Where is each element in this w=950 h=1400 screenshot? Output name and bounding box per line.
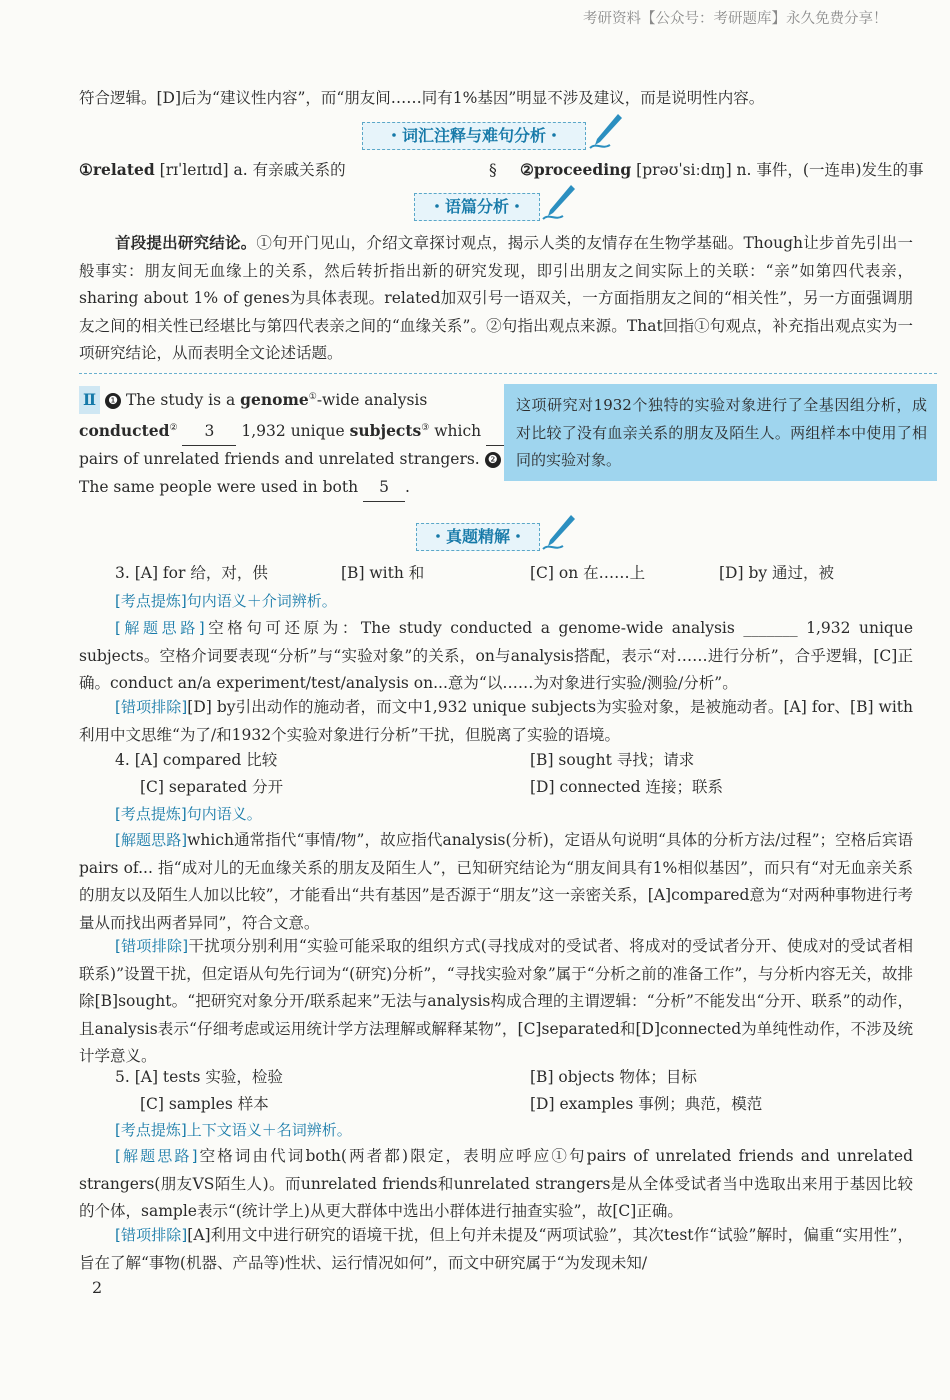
q5-option-a: 5. [A] tests 实验，检验 [115,1068,283,1086]
q3-option-c: [C] on 在……上 [530,564,646,582]
vocab-word: ②proceeding [520,160,632,179]
translation-box: 这项研究对1932个独特的实验对象进行了全基因组分析，成对比较了没有血亲关系的朋友及陌生人。两组样本中使用了相同的实验对象。 [504,384,937,481]
excerpt-text: 1,932 unique [236,421,350,440]
watermark: 考研资料【公众号：考研题库】永久免费分享！ [583,11,888,27]
silu-text: 空格句可还原为：The study conducted a genome-wide analysis _______ 1,932 unique subjects。空格介词要表现“分析”与“实验对象”的关系，on与analysis搭配，表示“对……进行分析”，合乎逻辑，[C]正确。conduct an/a experiment/test/analysis on...意为“以……为对象进行实验/测验/分析”。 [79,619,913,692]
excerpt-text: -wide analysis [316,391,428,410]
section-header-passage [0,191,950,221]
keyword: subjects [349,420,422,440]
section-title: ・语篇分析・ [414,193,540,221]
silu-text: which通常指代“事情/物”，故应指代analysis(分析)，定语从句说明“具体的分析方法/过程”；空格后宾语pairs of... 指“成对儿的无血缘关系的朋友及陌生人”，已知研究结论为“朋友间具有1%相似基因”，而只有“对无血亲关系的朋友以及陌生人加以比较”，才能看出“共有基因”是否源于“朋友”这一亲密关系，[A]compared意为“对两种事物进行考量从而找出两者异同”，符合文意。 [79,831,913,932]
excerpt-text: The study is a [121,391,241,410]
q5-option-b: [B] objects 物体；目标 [530,1068,697,1086]
q5-option-c: [C] samples 样本 [140,1095,269,1113]
section-header-answers [0,521,950,551]
paichu-text: [D] by引出动作的施动者，而文中1,932 unique subjects为实验对象，是被施动者。[A] for、[B] with利用中文思维“为了/和1932个实验对象进行分析”干扰，但脱离了实验的语境。 [79,698,913,744]
divider [79,373,937,374]
q4-option-d: [D] connected 连接；联系 [530,778,724,796]
label: [解题思路] [115,619,205,637]
blank-3: 3 [182,418,236,447]
passage-analysis [79,229,913,368]
pen-icon [541,183,577,223]
label: [解题思路] [115,1147,198,1165]
roman-numeral: Ⅱ [79,386,100,414]
label: [考点提炼] [115,592,187,610]
q4-option-c: [C] separated 分开 [140,778,284,796]
sentence-marker: ❷ [485,452,501,468]
q3-option-b: [B] with 和 [341,564,425,582]
q5-paichu [79,1222,913,1277]
pen-icon [588,112,624,152]
footnote-mark: ① [308,392,317,402]
vocab-divider: § [489,161,497,179]
kaodian-text: 句内语义＋介词辨析。 [186,592,337,610]
keyword: genome [240,390,309,410]
label: [考点提炼] [115,805,187,823]
q5-kaodian [115,1118,352,1142]
label: [解题思路] [115,831,188,849]
vocab-definition: [rɪˈleɪtɪd] a. 有亲戚关系的 [154,161,346,179]
vocab-item-related [79,158,346,182]
label: [错项排除] [115,1226,188,1244]
keyword: conducted [79,420,170,440]
pen-icon [541,513,577,553]
q5-option-d: [D] examples 事例；典范，模范 [530,1095,763,1113]
intro-line: 符合逻辑。[D]后为“建议性内容”，而“朋友间……同有1%基因”明显不涉及建议，而是说明性内容。 [79,89,765,107]
footnote-mark: ② [169,422,178,433]
label: [错项排除] [115,937,189,955]
vocab-definition: [prəʊˈsiːdɪŋ] n. 事件，(一连串)发生的事 [631,161,924,179]
vocab-item-proceeding [520,158,924,182]
q4-option-b: [B] sought 寻找；请求 [530,751,695,769]
page-number: 2 [92,1278,103,1297]
paichu-text: 干扰项分别利用“实验可能采取的组织方式(寻找成对的受试者、将成对的受试者分开、使成对的受试者相联系)”设置干扰，但定语从句先行词为“(研究)分析”，“寻找实验对象”属于“分析之前的准备工作”，与分析内容无关，故排除[B]sought。“把研究对象分开/联系起来”无法与analysis构成合理的主谓逻辑：“分析”不能发出“分开、联系”的动作，且analysis表示“仔细考虑或运用统计学方法理解或解释某物”，[C]separated和[D]connected为单纯性动作，不涉及统计学意义。 [79,937,913,1065]
q4-silu [79,827,913,937]
silu-text: 空格词由代词both(两者都)限定，表明应呼应①句pairs of unrelated friends and unrelated strangers(朋友VS陌生人)。而unrelated friends和unrelated strangers是从全体受试者当中选取出来用于基因比较的个体，sample表示“(统计学上)从更大群体中选出小群体进行抽查实验”，故[C]正确。 [79,1147,913,1220]
passage-lead: 首段提出研究结论。 [115,233,257,252]
paichu-text: [A]利用文中进行研究的语境干扰，但上句并未提及“两项试验”，其次test作“试验”解时，偏重“实用性”，旨在了解“事物(机器、产品等)性状、运行情况如何”，而文中研究属于“为发现未知/ [79,1226,913,1272]
q3-paichu [79,694,913,749]
passage-text: ①句开门见山，介绍文章探讨观点，揭示人类的友情存在生物学基础。Though让步首先引出一般事实：朋友间无血缘上的关系，然后转折指出新的研究发现，即引出朋友之间实际上的关联：“亲”如第四代表亲，sharing about 1% of genes为具体表现。related加双引号一语双关，一方面指朋友之间的“相关性”，另一方面强调朋友之间的相关性已经堪比与第四代表亲之间的“血缘关系”。②句指出观点来源。That回指①句观点，补充指出观点实为一项研究结论，从而表明全文论述话题。 [79,234,913,362]
kaodian-text: 上下文语义＋名词辨析。 [186,1121,352,1139]
section-title: ・词汇注释与难句分析・ [362,122,586,150]
q3-option-d: [D] by 通过，被 [719,564,835,582]
section-header-vocab [0,120,950,150]
label: [考点提炼] [115,1121,187,1139]
vocab-word: ①related [79,160,155,179]
excerpt-text: pairs of unrelated friends and unrelated strangers. [79,450,480,469]
blank-5: 5 [363,474,405,503]
section-title: ・真题精解・ [416,523,540,551]
q4-paichu [79,933,913,1071]
excerpt-block: Ⅱ ❶ The study is a genome①-wide analysis conducted② 3 1,932 unique subjects③ which pairs of unrelated friends and unrelated strangers. ❷ The same people were used in both 5 . [79,384,489,502]
kaodian-text: 句内语义。 [186,805,262,823]
q3-option-a: 3. [A] for 给，对，供 [115,564,268,582]
footnote-mark: ③ [421,422,430,433]
excerpt-text: The same people were used in both [79,477,363,496]
q4-kaodian [115,802,262,826]
sentence-marker: ❶ [105,393,121,409]
q4-option-a: 4. [A] compared 比较 [115,751,278,769]
q3-silu [79,615,913,698]
excerpt-text: which [429,421,487,440]
label: [错项排除] [115,698,188,716]
q5-silu [79,1143,913,1226]
q3-kaodian [115,589,337,613]
